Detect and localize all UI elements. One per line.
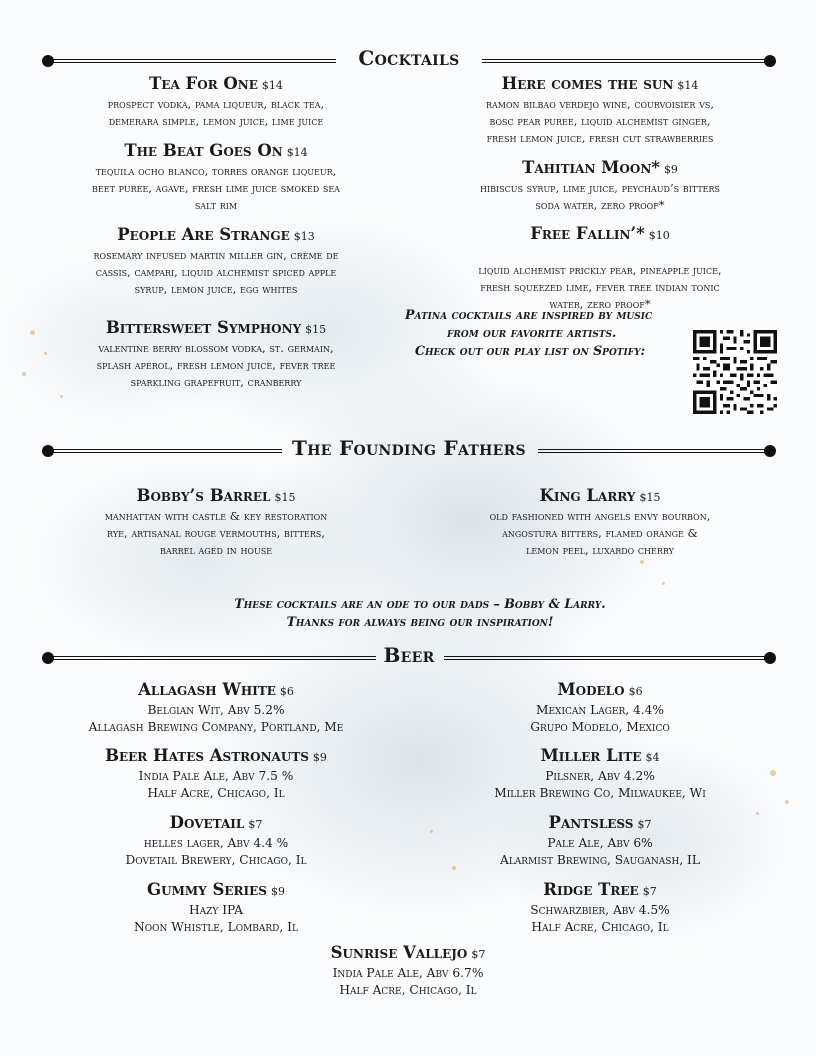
founders-header	[42, 436, 776, 462]
cocktails-header	[42, 46, 776, 72]
item-price: $15	[274, 491, 296, 504]
item-price: $6	[628, 685, 643, 698]
beer-item	[40, 880, 392, 935]
item-desc: Half Acre, Chicago, Il	[531, 919, 669, 934]
item-price: $15	[305, 323, 327, 336]
item-price: $14	[286, 146, 308, 159]
item-price: $15	[639, 491, 661, 504]
item-desc: angostura bitters, flamed orange &	[502, 526, 698, 540]
item-name: Bittersweet Symphony	[105, 318, 302, 337]
beer-header	[42, 643, 776, 669]
item-price: $7	[637, 818, 652, 831]
note-line: from our favorite artists.	[447, 325, 617, 340]
item-desc: ramon bilbao verdejo wine, courvoisier vs,	[485, 97, 715, 111]
header-rule	[482, 59, 768, 63]
item-price: $6	[279, 685, 294, 698]
item-desc: sparkling grapefruit, cranberry	[130, 375, 302, 389]
item-desc: old fashioned with angels envy bourbon,	[489, 509, 711, 523]
item-desc: syrup, lemon juice, egg whites	[134, 282, 298, 296]
item-price: $4	[645, 751, 660, 764]
item-desc: manhattan with castle & key restoration	[104, 509, 328, 523]
item-desc: water, zero proof*	[549, 297, 651, 311]
item-price: $7	[248, 818, 263, 831]
item-desc: Noon Whistle, Lombard, Il	[134, 919, 298, 934]
item-desc: valentine berry blossom vodka, st. germain,	[98, 341, 334, 355]
item-desc: Allagash Brewing Company, Portland, Me	[88, 719, 344, 734]
item-desc: Pale Ale, Abv 6%	[547, 836, 653, 850]
item-name: Tahitian Moon*	[522, 158, 660, 177]
section-title: Beer	[383, 643, 435, 667]
gold-speck-decoration	[785, 800, 789, 804]
qr-code-icon[interactable]	[693, 330, 777, 414]
item-desc: barrel aged in house	[159, 543, 273, 557]
item-desc: prospect vodka, pama liqueur, black tea,	[107, 97, 325, 111]
rule-dot	[764, 55, 776, 67]
note-line: Patina cocktails are inspired by music	[405, 307, 653, 322]
cocktail-item	[424, 158, 776, 214]
item-desc: lemon peel, luxardo cherry	[526, 543, 674, 557]
item-name: Miller Lite	[540, 746, 642, 765]
item-desc: Belgian Wit, Abv 5.2%	[147, 703, 285, 717]
founders-item	[424, 486, 776, 559]
item-desc: fresh lemon juice, fresh cut strawberries	[486, 131, 714, 145]
item-desc: Dovetail Brewery, Chicago, Il	[125, 852, 307, 867]
item-desc: Half Acre, Chicago, Il	[339, 982, 477, 997]
item-desc: beet puree, agave, fresh lime juice smoked sea	[92, 181, 340, 195]
cocktail-item	[40, 74, 392, 130]
item-name: Pantsless	[548, 813, 634, 832]
gold-speck-decoration	[30, 330, 35, 335]
item-desc: bosc pear puree, liquid alchemist ginger,	[489, 114, 711, 128]
header-rule	[538, 449, 768, 453]
spotify-note	[405, 306, 695, 360]
cocktail-item	[424, 74, 776, 147]
item-name: Tea For One	[149, 74, 258, 93]
item-price: $13	[293, 230, 315, 243]
gold-speck-decoration	[60, 395, 63, 398]
founders-note	[120, 595, 720, 631]
item-name: Bobby’s Barrel	[136, 486, 271, 505]
gold-speck-decoration	[662, 582, 665, 585]
section-title: Cocktails	[358, 46, 460, 70]
item-name: Beer Hates Astronauts	[105, 746, 309, 765]
item-desc: salt rim	[194, 198, 238, 212]
item-desc: Schwarzbier, Abv 4.5%	[530, 903, 670, 917]
item-name: Modelo	[557, 680, 625, 699]
item-price: $7	[471, 948, 486, 961]
item-desc: cassis, campari, liquid alchemist spiced apple	[95, 265, 337, 279]
cocktail-item	[40, 225, 392, 298]
item-name: Gummy Series	[147, 880, 267, 899]
item-desc: fresh squeezed lime, fever tree indian tonic	[480, 280, 720, 294]
beer-item	[40, 680, 392, 735]
item-desc: liquid alchemist prickly pear, pineapple juice,	[478, 263, 722, 277]
beer-item	[40, 813, 392, 868]
item-price: $10	[648, 229, 670, 242]
header-rule	[444, 656, 768, 660]
item-desc: soda water, zero proof*	[535, 198, 665, 212]
item-desc: rye, artisanal rouge vermouths, bitters,	[107, 526, 325, 540]
item-desc: Mexican Lager, 4.4%	[536, 703, 664, 717]
item-name: Ridge Tree	[543, 880, 639, 899]
item-name: Dovetail	[169, 813, 245, 832]
note-line: Check out our play list on Spotify:	[415, 343, 646, 358]
founders-item	[40, 486, 392, 559]
item-name: The Beat Goes On	[124, 141, 283, 160]
gold-speck-decoration	[22, 372, 26, 376]
item-desc: Grupo Modelo, Mexico	[530, 719, 670, 734]
cocktail-item	[424, 224, 776, 313]
rule-dot	[764, 445, 776, 457]
gold-speck-decoration	[640, 560, 644, 564]
beer-item	[40, 746, 392, 801]
item-desc: demerara simple, lemon juice, lime juice	[108, 114, 324, 128]
item-desc: helles lager, Abv 4.4 %	[143, 836, 289, 850]
cocktail-item	[40, 141, 392, 214]
item-price: $14	[677, 79, 699, 92]
beer-item	[424, 880, 776, 935]
cocktail-item	[40, 318, 392, 391]
note-line: Thanks for always being our inspiration!	[286, 614, 554, 629]
item-name: King Larry	[539, 486, 636, 505]
item-name: People Are Strange	[117, 225, 290, 244]
item-price: $9	[312, 751, 327, 764]
note-line: These cocktails are an ode to our dads – Bobby & Larry.	[234, 596, 606, 611]
item-desc: Miller Brewing Co, Milwaukee, Wi	[494, 785, 706, 800]
item-name: Free Fallin’*	[530, 224, 645, 243]
beer-item	[424, 746, 776, 801]
item-desc: Half Acre, Chicago, Il	[147, 785, 285, 800]
item-desc: rosemary infused martin miller gin, crème de	[93, 248, 339, 262]
item-name: Allagash White	[138, 680, 276, 699]
item-price: $9	[663, 163, 678, 176]
item-desc: India Pale Ale, Abv 7.5 %	[138, 769, 294, 783]
item-desc: Pilsner, Abv 4.2%	[545, 769, 655, 783]
section-title: The Founding Fathers	[292, 436, 526, 460]
item-desc: India Pale Ale, Abv 6.7%	[332, 966, 484, 980]
item-desc: tequila ocho blanco, torres orange liqueur,	[95, 164, 337, 178]
item-desc: Alarmist Brewing, Sauganash, IL	[500, 852, 700, 867]
item-price: $7	[642, 885, 657, 898]
beer-item	[424, 813, 776, 868]
beer-item	[232, 943, 584, 998]
item-desc: splash aperol, fresh lemon juice, fever tree	[96, 358, 336, 372]
item-name: Sunrise Vallejo	[330, 943, 468, 962]
item-name: Here comes the sun	[501, 74, 674, 93]
item-desc: Hazy IPA	[189, 903, 243, 917]
item-price: $9	[270, 885, 285, 898]
rule-dot	[764, 652, 776, 664]
item-price: $14	[261, 79, 283, 92]
beer-item	[424, 680, 776, 735]
item-desc: hibiscus syrup, lime juice, peychaud’s bitters	[479, 181, 721, 195]
